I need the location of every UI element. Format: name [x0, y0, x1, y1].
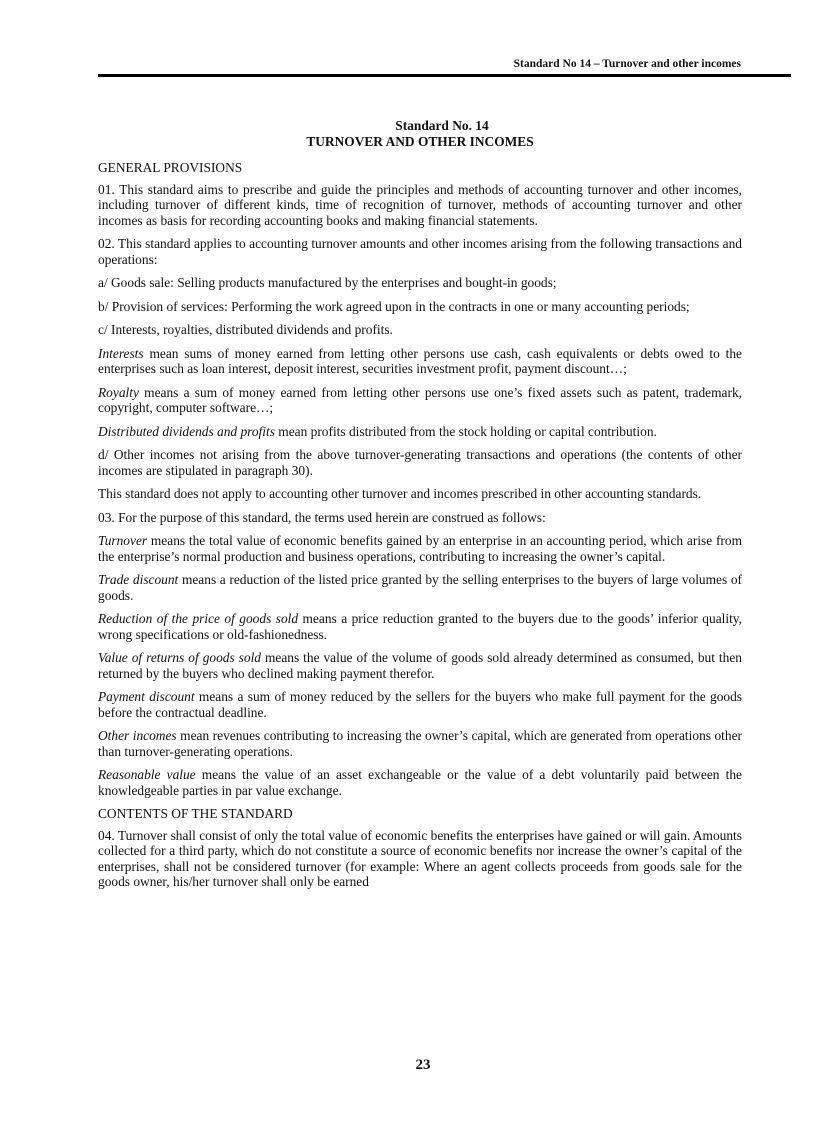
definition-text: mean revenues contributing to increasing the owner’s capital, which are generated from operations other than turnover-generating operations. [98, 728, 742, 759]
definition-text: mean sums of money earned from letting other persons use cash, cash equivalents or debts owed to the enterprises such as loan interest, deposit interest, securities investment profit, payment discount…; [98, 345, 742, 376]
item-a-goods-sale: a/ Goods sale: Selling products manufactured by the enterprises and bought-in goods; [98, 275, 557, 290]
term-returns: Value of returns of goods sold [98, 650, 261, 665]
definition-text: mean profits distributed from the stock holding or capital contribution. [274, 423, 657, 439]
standard-number-title: Standard No. 14 [395, 118, 489, 133]
paragraph-03: 03. For the purpose of this standard, the terms used herein are construed as follows: [98, 509, 546, 525]
paragraph-01: 01. This standard aims to prescribe and guide the principles and methods of accounting turnover and other incomes, including turnover of different kinds, time of recognition of turnover, methods of accounting turnover and other incomes as basis for recording accounting books and making financial statements. [98, 181, 742, 228]
definition-text: means the value of the volume of goods sold already determined as consumed, but then returned by the buyers who declined making payment therefor. [98, 650, 742, 681]
definition-payment-discount [98, 689, 742, 720]
item-b-services: b/ Provision of services: Performing the work agreed upon in the contracts in one or many accounting periods; [98, 298, 690, 314]
term-royalty: Royalty [98, 384, 139, 400]
term-turnover: Turnover [98, 533, 148, 548]
definition-reasonable-value [98, 767, 742, 798]
definition-text: means the total value of economic benefits gained by an enterprise in an accounting period, which arise from the enterprise’s normal production and business operations, contributing to increasing the owner’s capital. [98, 533, 742, 564]
standard-name-title: TURNOVER AND OTHER INCOMES [306, 134, 534, 149]
definition-returns [98, 650, 742, 681]
definition-price-reduction [98, 611, 742, 642]
term-payment-discount: Payment discount [98, 689, 195, 704]
term-price-reduction: Reduction of the price of goods sold [98, 611, 299, 626]
definition-interests [98, 346, 742, 377]
scope-exclusion: This standard does not apply to accounting other turnover and incomes prescribed in other accounting standards. [98, 486, 702, 501]
page-number: 23 [415, 1057, 431, 1073]
definition-turnover [98, 533, 742, 564]
definition-text: means a reduction of the listed price granted by the selling enterprises to the buyers of large volumes of goods. [98, 572, 743, 603]
term-trade-discount: Trade discount [98, 572, 179, 587]
paragraph-02: 02. This standard applies to accounting turnover amounts and other incomes arising from the following transactions and operations: [98, 236, 742, 267]
definition-text: means a sum of money reduced by the sellers for the buyers who make full payment for the goods before the contractual deadline. [98, 689, 742, 720]
paragraph-04: 04. Turnover shall consist of only the total value of economic benefits the enterprises have gained or will gain. Amounts collected for a third party, which do not constitute a source of economic benefits nor increase the owner’s capital of the enterprises, shall not be considered turnover (for example: Where an agent collects proceeds from goods sale for the goods owner, his/her turnover shall only be earned [98, 827, 742, 889]
definition-text: means the value of an asset exchangeable or the value of a debt voluntarily paid between the knowledgeable parties in par value exchange. [98, 767, 742, 798]
definition-text: means a price reduction granted to the buyers due to the goods’ inferior quality, wrong specifications or old-fashionedness. [98, 611, 742, 642]
definition-dividends [98, 424, 742, 440]
running-header: Standard No 14 – Turnover and other incomes [513, 58, 741, 70]
document-body [98, 160, 742, 898]
section-heading-contents: CONTENTS OF THE STANDARD [98, 806, 293, 821]
definition-trade-discount [98, 572, 742, 603]
section-heading-general: GENERAL PROVISIONS [98, 160, 243, 175]
item-c-interests: c/ Interests, royalties, distributed dividends and profits. [98, 322, 393, 337]
definition-text: means a sum of money earned from letting other persons use one’s fixed assets such as patent, trademark, copyright, computer software…; [98, 384, 742, 415]
header-rule [98, 74, 791, 77]
term-interests: Interests [98, 345, 144, 361]
item-d-other-incomes: d/ Other incomes not arising from the above turnover-generating transactions and operations (the contents of other incomes are stipulated in paragraph 30). [98, 447, 742, 478]
term-reasonable-value: Reasonable value [98, 767, 196, 782]
definition-other-incomes [98, 728, 742, 759]
definition-royalty [98, 385, 742, 416]
term-dividends: Distributed dividends and profits [98, 423, 275, 439]
term-other-incomes: Other incomes [98, 728, 177, 743]
